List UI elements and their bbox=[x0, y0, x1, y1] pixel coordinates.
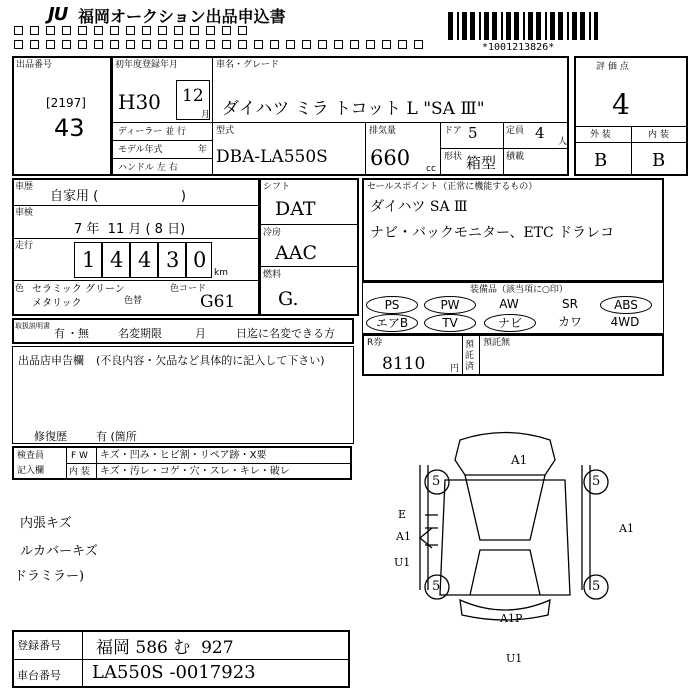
diagram-a1-top: A1 bbox=[511, 453, 528, 467]
recycle-deposit-label: 預託済 bbox=[465, 340, 475, 372]
equipment-item: SR bbox=[562, 297, 578, 311]
barcode bbox=[448, 12, 598, 40]
capacity-label: 定員 bbox=[506, 126, 525, 136]
repair-label: 修復歴 bbox=[34, 430, 67, 443]
mileage-digit: 4 bbox=[110, 248, 124, 272]
dealer-label: ディーラー 並 行 bbox=[118, 127, 187, 137]
mileage-digit: 3 bbox=[166, 248, 180, 272]
equipment-item: カワ bbox=[557, 315, 582, 329]
inspector-row-label-2: 記入欄 bbox=[17, 466, 45, 476]
sales-point-line1: ダイハツ SA Ⅲ bbox=[370, 199, 468, 215]
lot-small-number: [2197] bbox=[46, 96, 86, 110]
load-label: 積載 bbox=[506, 152, 525, 162]
displacement-value: 660 bbox=[370, 146, 411, 170]
equipment-item: ABS bbox=[600, 296, 652, 314]
lot-label: 出品番号 bbox=[16, 60, 53, 70]
equipment-item: 4WD bbox=[610, 315, 640, 329]
equipment-item: AW bbox=[499, 297, 519, 311]
reg-month-unit: 月 bbox=[201, 110, 211, 120]
mileage-digit: 4 bbox=[138, 248, 152, 272]
color-code-label: 色コード bbox=[170, 284, 207, 294]
equipment-item: エアB bbox=[366, 314, 418, 332]
tire-tread: 5 bbox=[592, 579, 601, 594]
diagram-u1-bottom: U1 bbox=[506, 652, 523, 665]
displacement-unit: cc bbox=[426, 164, 436, 174]
cooling-label: 冷房 bbox=[263, 228, 282, 238]
diagram-a1-right: A1 bbox=[619, 522, 634, 535]
manual-warranty-label: 名変期限 bbox=[118, 327, 162, 340]
shift-value: DAT bbox=[275, 198, 316, 220]
doors-value: 5 bbox=[468, 124, 478, 142]
diagram-a1p-bottom: A1P bbox=[500, 612, 523, 625]
plate-value: 福岡 586 む 927 bbox=[96, 638, 234, 658]
chassis-value: LA550S -0017923 bbox=[92, 662, 256, 683]
barcode-text: *1001213826* bbox=[482, 42, 555, 53]
cooling-value: AAC bbox=[275, 242, 317, 264]
manual-no: 無 bbox=[78, 327, 89, 340]
mileage-digit: 1 bbox=[82, 248, 96, 272]
sales-point-line2: ナビ・バックモニター、ETC ドラレコ bbox=[370, 225, 615, 241]
inspector-row-label: 検査員 bbox=[17, 451, 45, 461]
color-swap-label: 色替 bbox=[124, 296, 143, 306]
interior-legend-label: 内 装 bbox=[69, 467, 90, 477]
model-label: 型式 bbox=[216, 126, 235, 136]
capacity-unit: 人 bbox=[558, 137, 568, 147]
color-code-value: G61 bbox=[200, 292, 236, 312]
equipment-label: 装備品（該当項に○印） bbox=[470, 285, 568, 295]
interior-value: B bbox=[652, 150, 666, 171]
plate-label: 登録番号 bbox=[17, 639, 61, 652]
mileage-unit: km bbox=[214, 268, 228, 278]
recycle-unit: 円 bbox=[450, 364, 460, 374]
repair-value: 有 (箇所 bbox=[96, 430, 137, 443]
car-damage-diagram bbox=[380, 420, 630, 670]
exterior-value: B bbox=[594, 150, 608, 171]
interior-legend-text: キズ・汚レ・コゲ・穴・スレ・キレ・破レ bbox=[100, 466, 290, 477]
inspector-note: ルカバーキズ bbox=[20, 544, 98, 559]
equipment-item: TV bbox=[424, 314, 476, 332]
model-year-unit: 年 bbox=[198, 145, 208, 155]
inspector-note: 内張キズ bbox=[20, 516, 72, 531]
displacement-label: 排気量 bbox=[369, 126, 397, 136]
fw-label: F W bbox=[71, 451, 88, 461]
reg-month-value: 12 bbox=[182, 86, 204, 106]
car-name-label: 車名・グレード bbox=[216, 60, 280, 70]
manual-yes: 有 bbox=[54, 327, 65, 340]
equipment-item: PS bbox=[366, 296, 418, 314]
exterior-label: 外 装 bbox=[590, 130, 611, 140]
tire-tread: 5 bbox=[432, 579, 441, 594]
tire-tread: 5 bbox=[592, 474, 601, 489]
manual-deadline-text: 日迄に名変できる方 bbox=[236, 327, 335, 340]
sales-point-label: セールスポイント（正常に機能するもの） bbox=[367, 182, 538, 192]
manual-month-unit: 月 bbox=[195, 327, 206, 340]
shape-label: 形状 bbox=[444, 152, 463, 162]
lot-number: 43 bbox=[54, 114, 85, 142]
reg-year-era: H30 bbox=[118, 90, 161, 114]
equipment-item: ナビ bbox=[484, 314, 536, 332]
capacity-value: 4 bbox=[535, 124, 545, 142]
recycle-r-value: 8110 bbox=[382, 354, 426, 374]
inspector-note: ドラミラー) bbox=[14, 569, 85, 584]
grade-score-label: 評 価 点 bbox=[596, 62, 629, 72]
reg-year-label: 初年度登録年月 bbox=[115, 60, 179, 70]
chassis-label: 車台番号 bbox=[17, 669, 61, 682]
grade-score-value: 4 bbox=[612, 88, 630, 121]
fuel-label: 燃料 bbox=[263, 270, 282, 280]
inspection-value: 7 年 11 月 ( 8 日) bbox=[74, 222, 186, 237]
use-label: 車歴 bbox=[15, 182, 34, 192]
shape-value: 箱型 bbox=[466, 154, 497, 172]
equipment-item: PW bbox=[424, 296, 476, 314]
mileage-digit: 0 bbox=[193, 248, 207, 272]
use-value: 自家用 ( ) bbox=[50, 189, 186, 204]
diagram-left-a1: A1 bbox=[396, 530, 411, 543]
manual-label: 取扱説明書 bbox=[15, 322, 50, 330]
doors-label: ドア bbox=[444, 126, 462, 136]
diagram-left-u1: U1 bbox=[394, 556, 411, 569]
mileage-label: 走行 bbox=[15, 241, 34, 251]
recycle-r-label: R券 bbox=[367, 338, 383, 348]
seller-notes-hint: (不良内容・欠品など具体的に記入して下さい) bbox=[96, 354, 325, 367]
form-title: 福岡オークション出品申込書 bbox=[78, 7, 286, 26]
handle-label: ハンドル 左 右 bbox=[118, 163, 178, 173]
fuel-value: G. bbox=[278, 288, 299, 310]
diagram-left-e: E bbox=[398, 508, 407, 521]
auction-logo: JU bbox=[48, 4, 68, 25]
recycle-other-label: 預託無 bbox=[483, 338, 511, 348]
interior-label: 内 装 bbox=[648, 130, 669, 140]
tire-tread: 5 bbox=[432, 474, 441, 489]
fw-text: キズ・凹み・ヒビ割・リペア跡・X要 bbox=[100, 450, 267, 461]
color-label: 色 bbox=[15, 284, 25, 294]
model-year-label: モデル年式 bbox=[118, 145, 163, 155]
inspection-label: 車検 bbox=[15, 208, 34, 218]
seller-notes-label: 出品店申告欄 bbox=[18, 354, 84, 367]
color-value: セラミック グリーンメタリック bbox=[32, 284, 125, 309]
shift-label: シフト bbox=[263, 182, 291, 192]
car-name-value: ダイハツ ミラ トコット L "SA Ⅲ" bbox=[222, 99, 485, 119]
model-value: DBA-LA550S bbox=[216, 147, 328, 167]
